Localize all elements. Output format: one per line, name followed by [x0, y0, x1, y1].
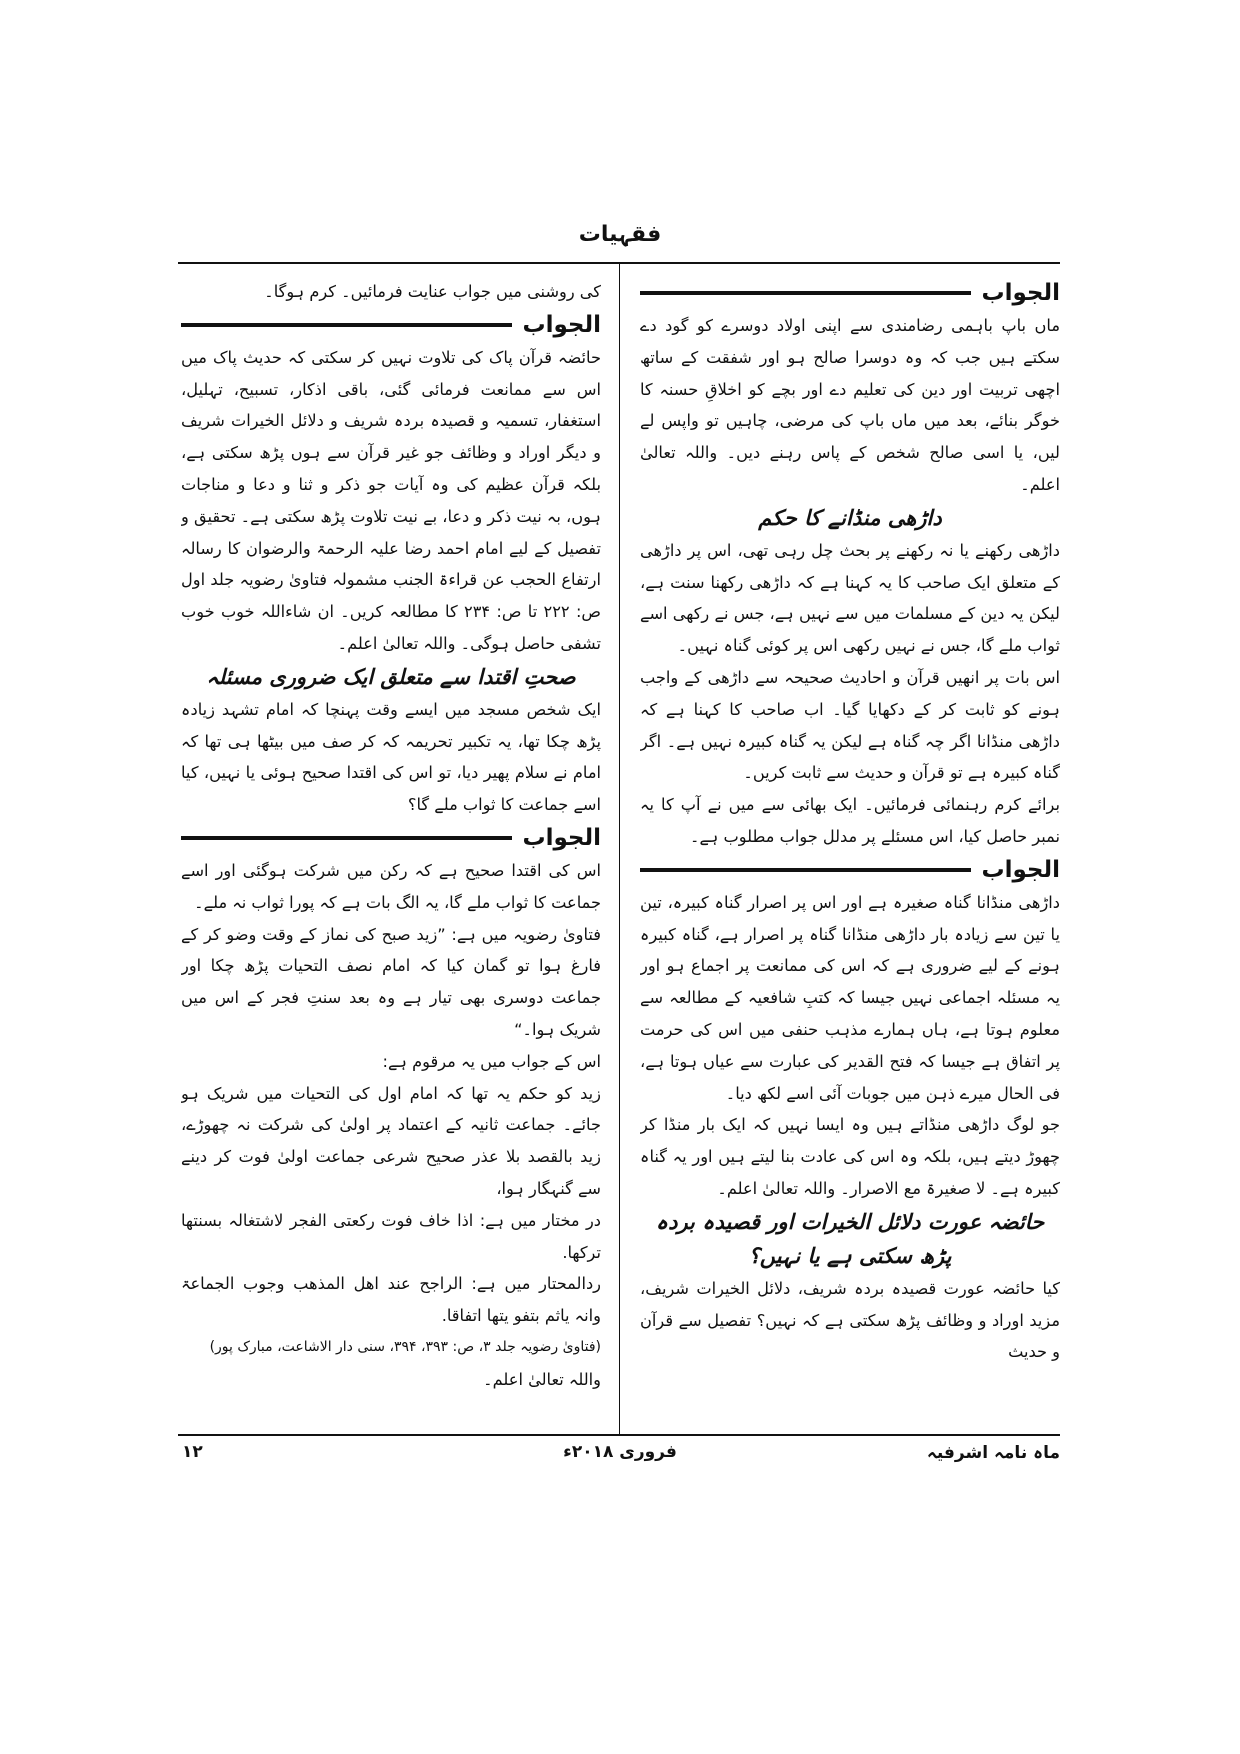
- left-column: [181, 276, 601, 1426]
- footer-rule: [178, 1434, 1060, 1436]
- heading-bar: [181, 836, 512, 840]
- paragraph: ایک شخص مسجد میں ایسے وقت پہنچا کہ امام تشہد زیادہ پڑھ چکا تھا، یہ تکبیر تحریمہ کہ کر صف میں بیٹھا ہی تھا کہ امام نے سلام پھیر دیا، تو اس کی اقتدا صحیح ہوئی یا نہیں، کیا اسے جماعت کا ثواب ملے گا؟: [181, 699, 601, 815]
- answer-heading: [640, 853, 1060, 887]
- heading-bar: [640, 868, 971, 872]
- heading-bar: [640, 291, 971, 295]
- paragraph: داڑھی منڈانا گناہ صغیرہ ہے اور اس پر اصرار گناہ کبیرہ، تین یا تین سے زیادہ بار داڑھی منڈانا گناہ پر اصرار ہے، گناہ کبیرہ ہونے کے لیے ضروری ہے کہ اس کی ممانعت پر اجماع ہو اور یہ مسئلہ اجماعی نہیں جیسا کہ کتبِ شافعیہ کے مطالعہ سے معلوم ہوتا ہے، ہاں ہمارے مذہب حنفی میں اس کی حرمت پر اتفاق ہے جیسا کہ فتح القدیر کی عبارت سے عیاں ہوتا ہے، فی الحال میرے ذہن میں جوبات آئی اسے لکھ دیا۔: [640, 892, 1060, 1103]
- paragraph: کیا حائضہ عورت قصیدہ بردہ شریف، دلائل الخیرات شریف، مزید اوراد و وظائف پڑھ سکتی ہے کہ نہیں؟ تفصیل سے قرآن و حدیث: [640, 1278, 1060, 1362]
- heading-bar: [181, 323, 512, 327]
- column-divider: [619, 264, 620, 1434]
- paragraph: اس بات پر انھیں قرآن و احادیث صحیحہ سے داڑھی کے واجب ہونے کو ثابت کر کے دکھایا گیا۔ اب صاحب کا کہنا ہے کہ داڑھی منڈانا اگر چہ گناہ ہے لیکن یہ گناہ کبیرہ نہیں ہے۔ اگر گناہ کبیرہ ہے تو قرآن و حدیث سے ثابت کریں۔: [640, 667, 1060, 783]
- answer-heading-label: الجواب: [522, 311, 601, 338]
- right-column: [640, 276, 1060, 1426]
- answer-heading: [640, 276, 1060, 310]
- answer-heading: [181, 821, 601, 855]
- paragraph: حائضہ قرآن پاک کی تلاوت نہیں کر سکتی کہ حدیث پاک میں اس سے ممانعت فرمائی گئی، باقی اذکار، تسبیح، تہلیل، استغفار، تسمیہ و قصیدہ بردہ شریف و دلائل الخیرات شریف و دیگر اوراد و وظائف جو غیر قرآن سے ہوں پڑھ سکتی ہے، بلکہ قرآن عظیم کی وہ آیات جو ذکر و ثنا و دعا و مناجات ہوں، بہ نیت ذکر و دعا، بے نیت تلاوت پڑھ سکتی ہے۔ تحقیق و تفصیل کے لیے امام احمد رضا علیہ الرحمۃ والرضوان کا رسالہ ارتفاع الحجب عن قراءۃ الجنب مشمولہ فتاویٰ رضویہ جلد اول ص: ۲۲۲ تا ص: ۲۳۴ کا مطالعہ کریں۔ ان شاءاللہ خوب خوب تشفی حاصل ہوگی۔ واللہ تعالیٰ اعلم۔: [181, 347, 601, 653]
- paragraph: فتاویٰ رضویہ میں ہے: ”زید صبح کی نماز کے وقت وضو کر کے فارغ ہوا تو گمان کیا کہ امام نصف التحیات پڑھ چکا اور جماعت دوسری بھی تیار ہے وہ بعد سنتِ فجر کے اس میں شریک ہوا۔“: [181, 924, 601, 1039]
- paragraph: برائے کرم رہنمائی فرمائیں۔ ایک بھائی سے میں نے آپ کا یہ نمبر حاصل کیا، اس مسئلے پر مدلل جواب مطلوب ہے۔: [640, 795, 1060, 846]
- reference-citation: (فتاویٰ رضویہ جلد ۳، ص: ۳۹۳، ۳۹۴، سنی دار الاشاعت، مبارک پور): [209, 1338, 601, 1355]
- subheading-iqtida: صحتِ اقتدا سے متعلق ایک ضروری مسئلہ: [206, 664, 576, 689]
- paragraph: زید کو حکم یہ تھا کہ امام اول کی التحیات میں شریک ہو جائے۔ جماعت ثانیہ کے اعتماد پر اولیٰ کی شرکت نہ چھوڑے، زید بالقصد بلا عذر صحیح شرعی جماعت اولیٰ فوت کر دینے سے گنہگار ہوا،: [181, 1083, 601, 1198]
- paragraph: جو لوگ داڑھی منڈاتے ہیں وہ ایسا نہیں کہ ایک بار منڈا کر چھوڑ دیتے ہیں، بلکہ وہ اس کی عادت بنا لیتے ہیں اور یہ گناہ کبیرہ ہے۔ لا صغیرۃ مع الاصرار۔ واللہ تعالیٰ اعلم۔: [640, 1115, 1060, 1198]
- subheading-haiza: حائضہ عورت دلائل الخیرات اور قصیدہ بردہ پڑھ سکتی ہے یا نہیں؟: [655, 1209, 1045, 1268]
- page-number: ۱۲: [182, 1442, 203, 1462]
- issue-date: فروری ۲۰۱۸ء: [563, 1442, 677, 1462]
- paragraph: در مختار میں ہے: اذا خاف فوت رکعتی الفجر لاشتغالہ بسنتھا ترکھا.: [181, 1210, 601, 1262]
- magazine-name: ماہ نامہ اشرفیہ: [926, 1443, 1060, 1463]
- paragraph: ردالمحتار میں ہے: الراجح عند اھل المذھب وجوب الجماعۃ وانہ یاثم بتفو یتھا اتفاقا.: [181, 1274, 601, 1326]
- paragraph: اس کے جواب میں یہ مرقوم ہے:: [382, 1051, 601, 1071]
- subheading-beard: داڑھی منڈانے کا حکم: [758, 505, 942, 530]
- paragraph: اس کی اقتدا صحیح ہے کہ رکن میں شرکت ہوگئی اور اسے جماعت کا ثواب ملے گا، یہ الگ بات ہے کہ پورا ثواب نہ ملے۔: [181, 860, 601, 912]
- closing-line: واللہ تعالیٰ اعلم۔: [483, 1369, 601, 1389]
- answer-heading-label: الجواب: [522, 824, 601, 851]
- paragraph: ماں باپ باہمی رضامندی سے اپنی اولاد دوسرے کو گود دے سکتے ہیں جب کہ وہ دوسرا صالح ہو اور شفقت کے ساتھ اچھی تربیت اور دین کی تعلیم دے اور بچے کو اخلاقِ حسنہ کا خوگر بنائے، بعد میں ماں باپ کی مرضی، چاہیں تو واپس لے لیں، یا اسی صالح شخص کے پاس رہنے دیں۔ واللہ تعالیٰ اعلم۔: [640, 316, 1060, 494]
- section-title: فقہیات: [578, 222, 662, 247]
- answer-heading-label: الجواب: [981, 856, 1060, 883]
- paragraph: کی روشنی میں جواب عنایت فرمائیں۔ کرم ہوگا۔: [264, 282, 601, 301]
- answer-heading-label: الجواب: [981, 280, 1060, 306]
- answer-heading: [181, 308, 601, 342]
- paragraph: داڑھی رکھنے یا نہ رکھنے پر بحث چل رہی تھی، اس پر داڑھی کے متعلق ایک صاحب کا یہ کہنا ہے کہ داڑھی رکھنا سنت ہے، لیکن یہ دین کے مسلمات میں سے نہیں ہے، جس نے رکھی اسے ثواب ملے گا، جس نے نہیں رکھی اس پر کوئی گناہ نہیں۔: [640, 540, 1060, 656]
